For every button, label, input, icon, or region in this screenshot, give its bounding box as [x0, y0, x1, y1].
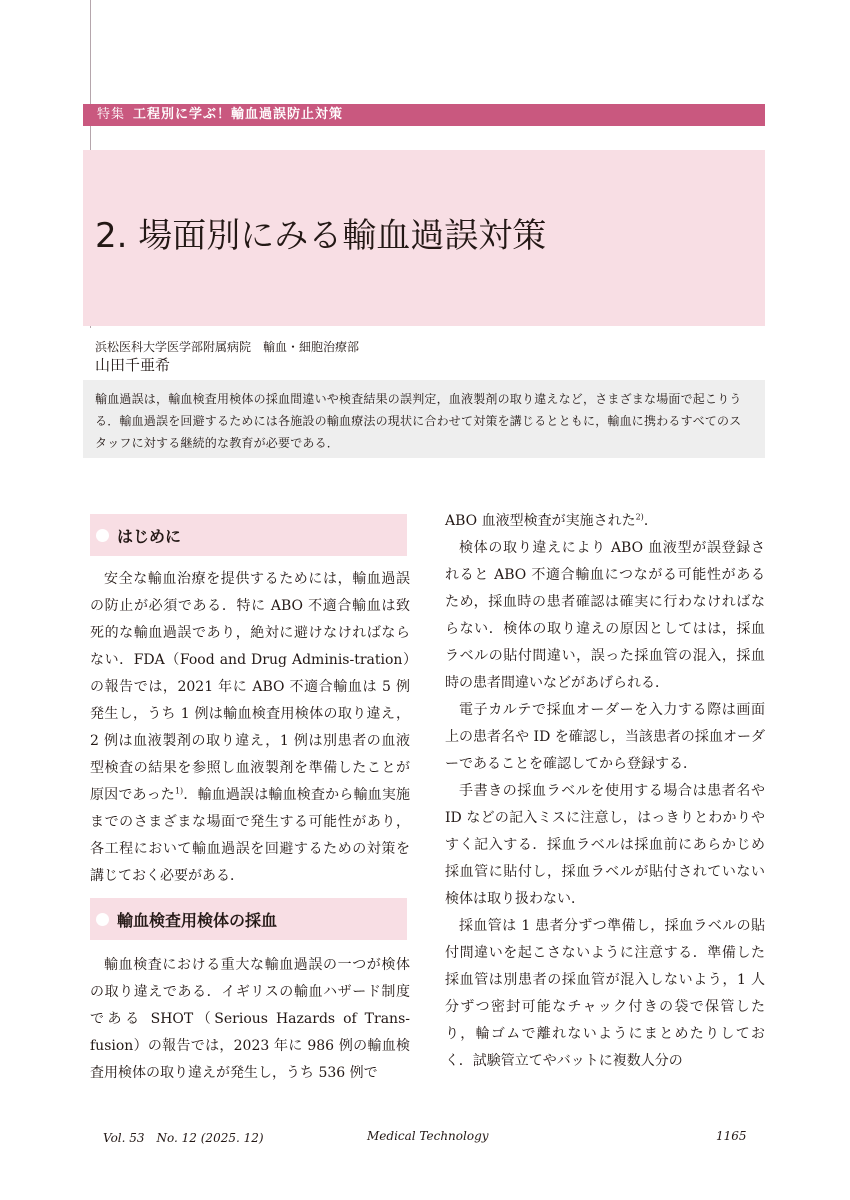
abstract-box: [83, 380, 765, 458]
series-title: 工程別に学ぶ！輸血過誤防止対策: [133, 107, 344, 122]
left-column: [90, 566, 410, 1087]
abstract-line: 輸血過誤は，輸血検査用検体の採血間違いや検査結果の誤判定，血液製剤の取り違えなど，さまざまな場面で起こりう: [95, 392, 742, 406]
series-header-bar: [83, 104, 765, 126]
body-paragraph: 電子カルテで採血オーダーを入力する際は画面上の患者名や ID を確認し，当該患者の採血オーダーであることを確認してから登録する．: [445, 702, 765, 772]
abstract-line: る．輸血過誤を回避するためには各施設の輸血療法の現状に合わせて対策を講じるとともに，輸血に携わるすべてのス: [95, 414, 742, 428]
section-heading-intro: [90, 514, 407, 556]
right-column: [445, 508, 765, 1075]
body-paragraph: 輸血検査における重大な輸血過誤の一つが検体の取り違えである．イギリスの輸血ハザード制度である SHOT（Serious Hazards of Trans-fusion）の報告では，2023 年に 986 例の輸血検査用検体の取り違えが発生し，うち 536 例で: [90, 957, 410, 1081]
section-heading-text: はじめに: [117, 526, 182, 546]
body-paragraph: 手書きの採血ラベルを使用する場合は患者名や ID などの記入ミスに注意し，はっきりとわかりやすく記入する．採血ラベルは採血前にあらかじめ採血管に貼付し，採血ラベルが貼付されていない検体は取り扱わない．: [445, 783, 766, 907]
section-heading-text: 輸血検査用検体の採血: [117, 910, 278, 930]
bullet-dot-icon: [96, 913, 109, 926]
article-title: 2. 場面別にみる輸血過誤対策: [95, 216, 547, 256]
footer-journal: Medical Technology: [367, 1129, 489, 1143]
bullet-dot-icon: [96, 529, 109, 542]
section-heading-specimen: [90, 898, 407, 940]
reference-superscript: 2): [635, 512, 644, 522]
body-paragraph: ABO 血液型検査が実施された$^{2)}$．: [445, 512, 658, 529]
author-name: 山田千亜希: [95, 356, 171, 374]
abstract-line: タッフに対する継続的な教育が必要である．: [95, 436, 340, 450]
footer-volume: Vol. 53 No. 12 (2025. 12): [103, 1131, 264, 1145]
footer-page-number: 1165: [716, 1129, 747, 1143]
reference-superscript: 1): [174, 786, 184, 796]
body-paragraph: 安全な輸血治療を提供するためには，輸血過誤の防止が必須である．特に ABO 不適合輸血は致死的な輸血過誤であり，絶対に避けなければならない．FDA（Food and Drug Adminis-tration）の報告では，2021 年に ABO 不適合輸血は 5 例発生し，うち 1 例は輸血検査用検体の取り違え，2 例は血液製剤の取り違え，1 例は別患者の血液型検査の結果を参照し血液製剤を準備したことが原因であった$^{1)}$．輸血過誤は輸血検査から輸血実施までのさまざまな場面で発生する可能性があり，各工程において輸血過誤を回避するための対策を講じておく必要がある．: [90, 571, 411, 884]
body-paragraph: 検体の取り違えにより ABO 血液型が誤登録されると ABO 不適合輸血につながる可能性があるため，採血時の患者確認は確実に行わなければならない．検体の取り違えの原因としてはは，採血ラベルの貼付間違い，誤った採血管の混入，採血時の患者間違いなどがあげられる．: [445, 540, 766, 691]
author-affiliation: 浜松医科大学医学部附属病院 輸血・細胞治療部: [95, 340, 360, 354]
series-label: 特集: [97, 107, 126, 122]
body-paragraph: 採血管は 1 患者分ずつ準備し，採血ラベルの貼付間違いを起こさないように注意する．準備した採血管は別患者の採血管が混入しないよう，1 人分ずつ密封可能なチャック付きの袋で保管したり，輪ゴムで離れないようにまとめたりしておく．試験管立てやバットに複数人分の: [445, 918, 766, 1069]
title-band: [83, 150, 765, 326]
